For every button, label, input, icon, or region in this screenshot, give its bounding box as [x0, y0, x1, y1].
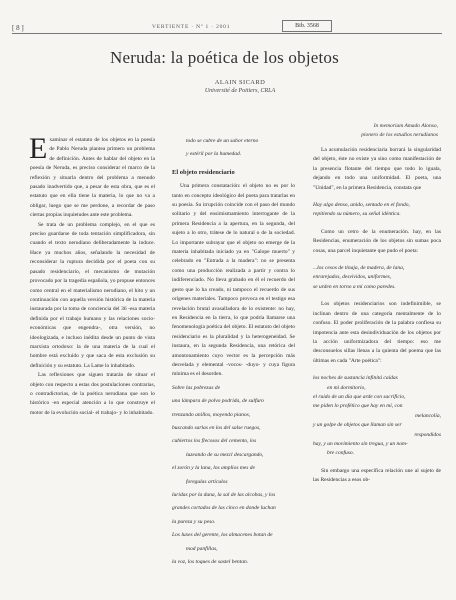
verse-line: ...los cesos de tinaja, de madera, de lana, [313, 265, 405, 272]
verse-line: luzeando de su mezcl descargando, [186, 451, 264, 458]
verse-line: luridas por la duna, la sal de las alcobas, y los [172, 492, 276, 498]
verse-line: en mi dormitorio, [327, 384, 366, 391]
verse-line: grandes cortados de las cinco en donde luchan [172, 505, 276, 512]
verse-line: Sobre las pobrezas de [172, 384, 221, 391]
verse-line: y estéril por la humedad. [186, 151, 242, 158]
paragraph: Los objetos residenciarios son indefinimible, se inclinan dentro de una categoría mentalmente de lo confuso. El poder proliferación de la palabra confiesa su impotencia ante esta desindividuación de los objetos por la acción uniformizadora del tiempo: eso me desconsuelos sillas llenas a la quienta del poema que las últimas en cada "Arte poética": [313, 301, 441, 364]
epigraph-line: In memoriam Amado Alonso, [373, 123, 438, 129]
dedication-epigraph [320, 122, 438, 140]
paragraph: Sin embargo una específica relación une al sujeto de las Residencias a esos ob- [313, 467, 441, 484]
verse-line: trenzando anillos, moyendo pianos, [172, 411, 251, 418]
paragraph: La acumulación residenciaria borrará la singularidad del objeto, éste no existe ya sino como manifestación de la presencia flotante del tiempo que todo lo iguala, dejando en todo una uniformidad. El poeta, una "Unidad", en la primera Residencia, constata que [313, 147, 441, 191]
verse-line: la voz, los toques de sastel bentan. [172, 559, 249, 566]
verse-line: foregulas artículos [186, 478, 228, 485]
verse-line: y un golpe de objetos que llaman sin ser [313, 422, 402, 429]
author-name: ALAIN SICARD [214, 79, 266, 86]
author-affiliation: Université de Poitiers, CRLA [204, 88, 276, 94]
epigraph-line: pionero de los estudios nerudianos [361, 132, 438, 138]
library-stamp: Bib. 3568 [282, 20, 332, 32]
text-column-right [313, 146, 441, 486]
verse-line: cubiertos los flecosos del cemento, los [172, 438, 257, 445]
verse-line: mod panfillas, [186, 545, 218, 552]
verse-line: hay, y un movimiento sin tregua, y un nom- [313, 440, 408, 447]
verse-line: bre confuso. [327, 450, 354, 457]
text-column-left [29, 132, 155, 418]
verse-line: todo se cubre de un sabor eterno [186, 138, 259, 144]
verse-line: buscando sarlas en los del salse ruegos, [172, 424, 261, 431]
verse-line: el zorón y la lana, los amplios mes de [172, 465, 255, 472]
verse-line: la pureza y su peso. [172, 518, 216, 525]
verse-line: el ruido de un día que arde con sacrificio, [313, 393, 406, 400]
verse-line: me piden lo profético que hay en mí, con [313, 403, 403, 410]
verse-line: enrarejados, desvividos, uniformes, [313, 274, 392, 281]
verse-line: una lámpara de polvo podrida, de sulfuro [172, 398, 264, 405]
paragraph [29, 132, 155, 221]
paragraph: Se trata de un problema complejo, en el que es preciso guardarse de toda tentación simplificadora, sin cuando el texto nerudiano deliberadamente la induce. Hace ya muchos años, señalando la necesidad de reconsiderar la ruptura decidida por el poeta con su pasado residenciario, el mecanismo de mutación provocado por la tragedia española, yo propuse entonces como central en el materialismo nerudiano, el hito y un continuación con aquella versión histórica de la materia instaurada por la toma de conciencia del 36 -esa materia definida por el trabajo humano y las relaciones socio-económicas que engendra-, otra versión, no ideologizada, e incluso inédita desde un punto de vista marxista ortodoxo: la de una materia de la cual el hombre está excluido y que saca de esta exclusión su definición y su estatuto. La Lame lo inhabitado. [30, 221, 155, 369]
paragraph-text: xaminar el estatuto de los objetos en la poesía de Pablo Neruda plantea primero un problema de definición. Antes de hablar del objeto en la poesía de Neruda, es preciso considerar el marco de la reflexión y situarla dentro del problema a menudo pasado inadvertido que, a pesar de esta obra, que es el estatuto que en ella tiene la materia, lo que no va a obligar, luego que se me perdone, a recordar de paso ciertas propias inquietudes ante este problema. [30, 137, 155, 219]
verse-line: los noches de sustancia infinitá caídas [313, 375, 398, 382]
section-heading: El objeto residenciario [172, 168, 235, 176]
article-title: Neruda: la poética de los objetos [110, 48, 339, 67]
text-column-middle [172, 133, 295, 567]
verse-line: repitiendo su número, su señal idéntica. [313, 211, 401, 218]
header-divider [12, 33, 442, 34]
page-number: [ 8 ] [12, 24, 24, 32]
verse-line: melancolía, [415, 412, 441, 419]
paragraph: Las reflexiones que siguen tratarán de situar el objeto con respecto a estas dos postulaciones contrarias, o contradictorias, de la poética nerudiana que son lo histórico -en especial atención a lo que construye el motor de la evolución social- el trabajo- y lo inhabitado. [30, 372, 155, 416]
paragraph: Una primera constatación: el objeto no es por lo tanto en concepto ideológico del poeta para tratarlas en su poesía. Su irrupción coincide con el paso del mundo solitario y del ensimismamiento interrogante de la primera Residencia a la apertura, en la segunda, del sujeto a lo otro, trátese de lo natural o de la sociedad. Lo importante subrayar que el objeto no emerge de la materia inhabitada iniciado ya en "Galope muerto" y celebrado en "Entrada a la madera": no se presenta como una producción realizada a partir y contra lo indiferenciado. No lleva grabado en él el recuerdo del gesto que lo ha creado, ni tampoco el recuerdo de sus orígenes materiales. Tampoco provoca en el testigo esa revelación brutal avasalladora de lo existente: no hay, en Residencia en la tierra, lo que podría llamarse una fenomenología poética del objeto. El estatuto del objeto residenciario es la pluralidad y la heterogeneidad. Se instaura, en la segunda Residencia, una retórica del amontonamiento cuyo vector es la percepción más desvelada y elemental -vocos- -duyo- y cuya figura mínima es el desorden. [172, 183, 295, 378]
drop-cap-letter: E [29, 132, 48, 165]
paragraph: Como un cetro de la enumeración. hay, en las Residencias, enumeración de los objetos sin sumas poca cosas, una parcel inquietante que pudo el poeta: [313, 228, 441, 254]
verse-line: Hay algo denso, unido, sentado en el fondo, [313, 202, 410, 209]
journal-running-head: VERTIENTE · Nº 1 · 2001 [152, 24, 231, 30]
verse-line: respondidos [414, 431, 441, 438]
verse-line: Los luxes del gerente, los almacenes botan de [172, 532, 273, 539]
verse-line: se urden en torno a mí como paredes. [313, 283, 396, 290]
